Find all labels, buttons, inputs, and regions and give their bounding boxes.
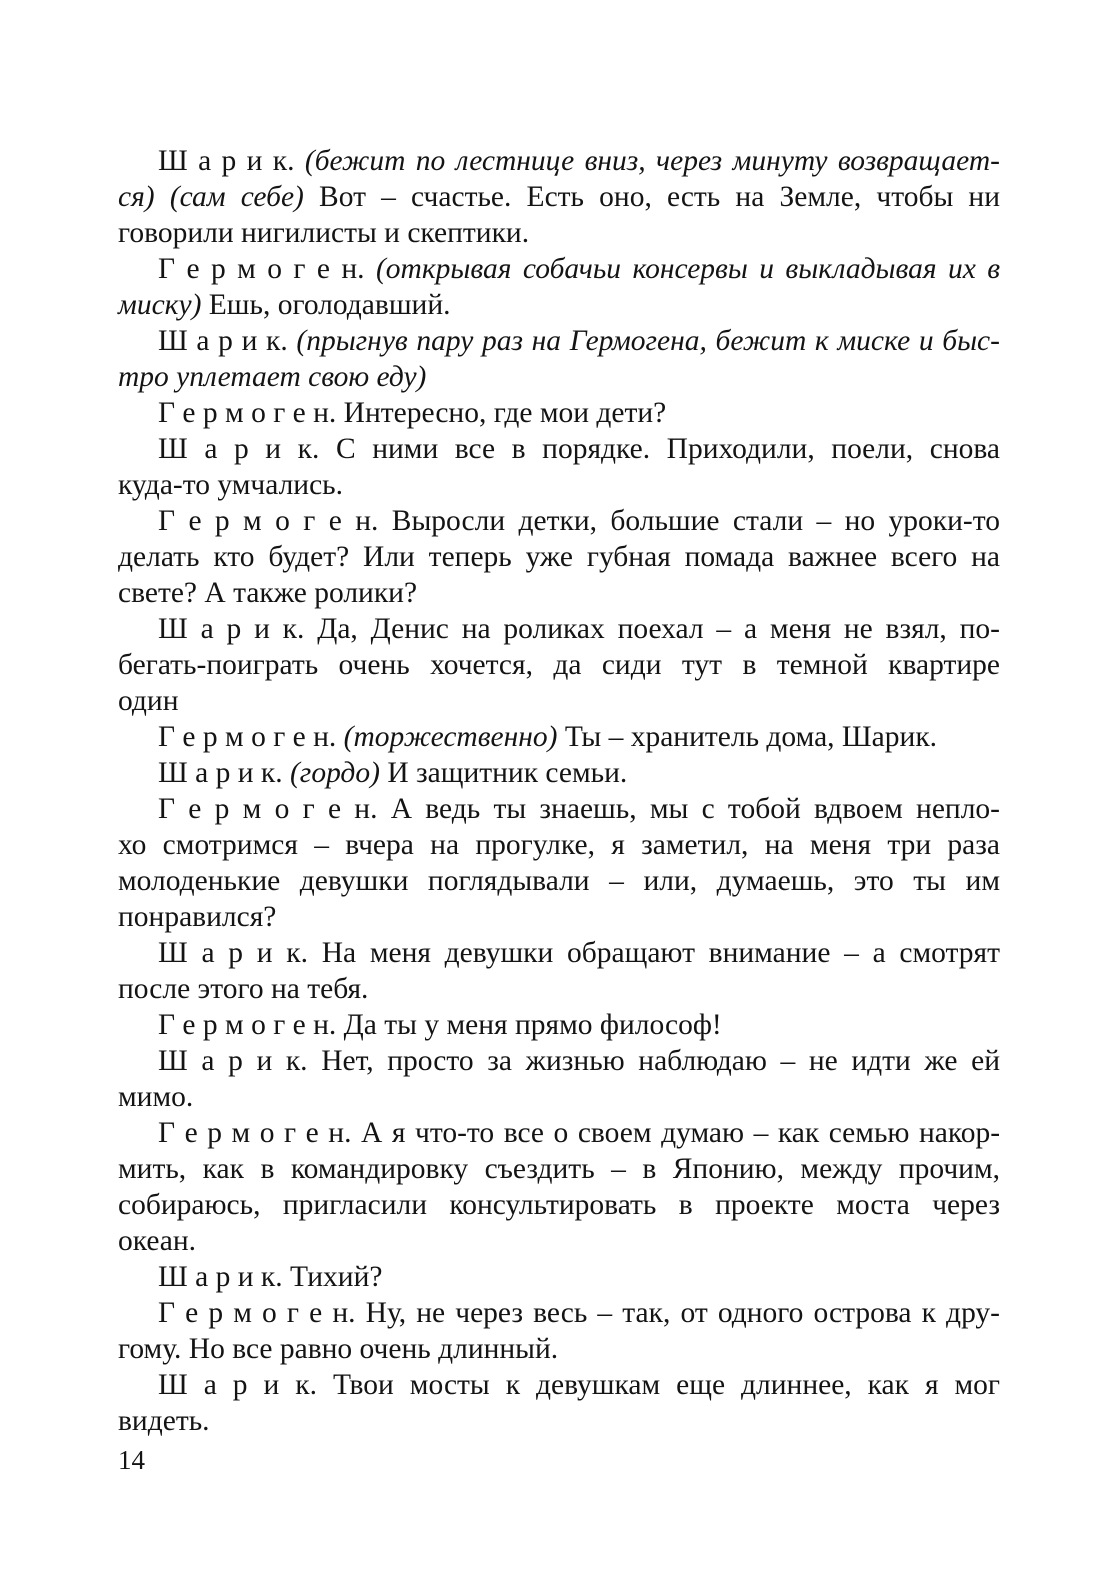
dialogue-text: И защитник семьи. <box>387 757 628 789</box>
dialogue-text: Нет, просто за жизнью наблюдаю – не идти же ей <box>321 1045 1001 1077</box>
text-line: молоденькие девушки поглядывали – или, думаешь, это ты им <box>118 865 1000 897</box>
text-line <box>158 611 1000 647</box>
dialogue-text: Да ты у меня прямо философ! <box>343 1009 722 1041</box>
speaker-name: Г е р м о г е н. <box>158 397 337 429</box>
dialogue-text: Да, Денис на роликах поехал – а меня не взял, по- <box>317 613 1000 645</box>
text-line: свете? А также ролики? <box>118 577 418 609</box>
text-line <box>158 1259 1000 1295</box>
text-line <box>158 1295 1000 1331</box>
text-line: океан. <box>118 1225 197 1257</box>
speaker-name: Ш а р и к. <box>158 145 295 177</box>
text-line: бегать-поиграть очень хочется, да сиди тут в темной квартире <box>118 649 1000 681</box>
speaker-name: Г е р м о г е н. <box>158 1117 352 1149</box>
dialogue-text: Вот – счастье. Есть оно, есть на Земле, чтобы ни <box>319 181 1001 213</box>
text-line <box>158 719 1000 755</box>
stage-direction: ся) <box>118 181 155 213</box>
text-line: понравился? <box>118 901 277 933</box>
text-line <box>158 1043 1000 1079</box>
text-line: собираюсь, пригласили консультировать в проекте моста через <box>118 1189 1000 1221</box>
speaker-name: Ш а р и к. <box>158 433 320 465</box>
speaker-name: Ш а р и к. <box>158 1261 283 1293</box>
text-line <box>158 431 1000 467</box>
dialogue-text: Тихий? <box>289 1261 383 1293</box>
dialogue-text: Интересно, где мои дети? <box>343 397 667 429</box>
speaker-name: Ш а р и к. <box>158 1045 308 1077</box>
speaker-name: Г е р м о г е н. <box>158 793 378 825</box>
text-line <box>158 503 1000 539</box>
stage-direction: (сам себе) <box>169 181 304 213</box>
text-line <box>158 935 1000 971</box>
text-line <box>158 323 1000 359</box>
page-number: 14 <box>118 1445 145 1475</box>
stage-direction: (бежит по лестнице вниз, через минуту возвращает- <box>304 145 1001 177</box>
speaker-name: Г е р м о г е н. <box>158 1009 337 1041</box>
stage-direction: тро уплетает свою еду) <box>118 361 427 393</box>
text-line: делать кто будет? Или теперь уже губная помада важнее всего на <box>118 541 1000 573</box>
speaker-name: Г е р м о г е н. <box>158 253 365 285</box>
stage-direction: (прыгнув пару раз на Гермогена, бежит к миске и быс- <box>296 325 1000 357</box>
dialogue-text: Ты – хранитель дома, Шарик. <box>564 721 938 753</box>
text-line <box>158 395 1000 431</box>
dialogue-text: На меня девушки обращают внимание – а смотрят <box>321 937 1000 969</box>
text-line <box>158 1367 1000 1403</box>
dialogue-text: Выросли детки, большие стали – но уроки-то <box>391 505 1001 537</box>
text-line <box>118 359 1000 395</box>
speaker-name: Ш а р и к. <box>158 937 308 969</box>
text-line <box>158 143 1000 179</box>
stage-direction: (гордо) <box>289 757 380 789</box>
stage-direction: (открывая собачьи консервы и выкладывая их в <box>375 253 1001 285</box>
dialogue-text: Твои мосты к девушкам еще длиннее, как я мог <box>333 1369 1001 1401</box>
text-line: говорили нигилисты и скептики. <box>118 217 530 249</box>
speaker-name: Ш а р и к. <box>158 325 288 357</box>
text-line <box>158 755 1000 791</box>
speaker-name: Г е р м о г е н. <box>158 505 379 537</box>
text-line <box>158 791 1000 827</box>
speaker-name: Г е р м о г е н. <box>158 1297 356 1329</box>
text-line: после этого на тебя. <box>118 973 369 1005</box>
speaker-name: Ш а р и к. <box>158 613 305 645</box>
text-line <box>158 251 1000 287</box>
dialogue-text: Ешь, оголодавший. <box>208 289 451 321</box>
dialogue-text: С ними все в порядке. Приходили, поели, снова <box>335 433 1000 465</box>
text-line: хо смотримся – вчера на прогулке, я заметил, на меня три раза <box>118 829 1000 861</box>
text-line: один <box>118 685 179 717</box>
stage-direction: (торжественно) <box>343 721 558 753</box>
text-line <box>158 1115 1000 1151</box>
text-line: мить, как в командировку съездить – в Японию, между прочим, <box>118 1153 1000 1185</box>
text-line <box>118 287 1000 323</box>
dialogue-text: А я что-то все о своем думаю – как семью накор- <box>361 1117 1001 1149</box>
text-line <box>118 179 1000 215</box>
text-line: мимо. <box>118 1081 194 1113</box>
text-line <box>158 1007 1000 1043</box>
text-line: гому. Но все равно очень длинный. <box>118 1333 559 1365</box>
text-line: видеть. <box>118 1405 210 1437</box>
speaker-name: Ш а р и к. <box>158 757 283 789</box>
speaker-name: Ш а р и к. <box>158 1369 318 1401</box>
speaker-name: Г е р м о г е н. <box>158 721 337 753</box>
stage-direction: миску) <box>118 289 202 321</box>
dialogue-text: А ведь ты знаешь, мы с тобой вдвоем непло- <box>390 793 1001 825</box>
text-line: куда-то умчались. <box>118 469 344 501</box>
dialogue-text: Ну, не через весь – так, от одного острова к дру- <box>365 1297 1001 1329</box>
